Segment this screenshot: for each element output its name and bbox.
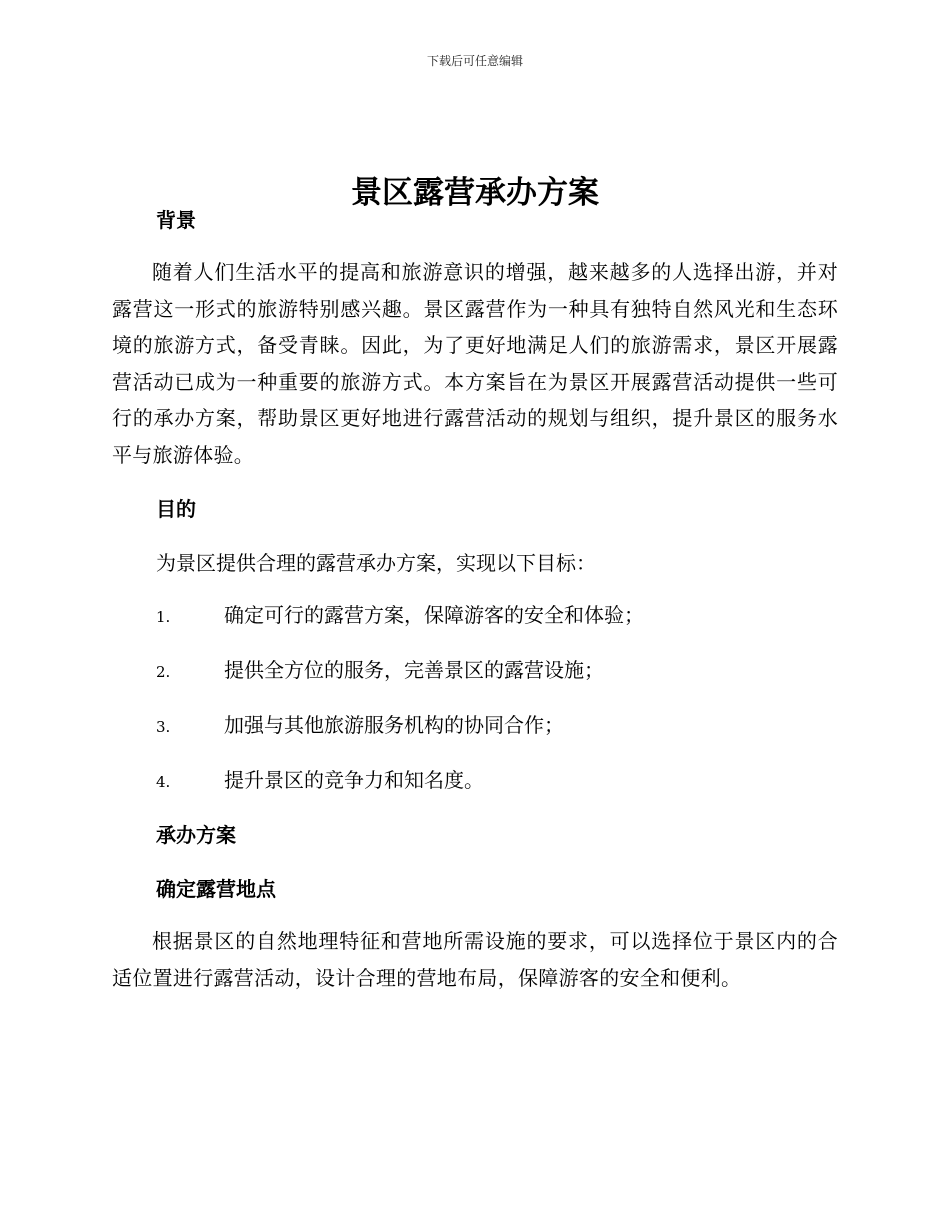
purpose-list	[112, 595, 838, 815]
list-item	[112, 705, 838, 760]
list-item	[112, 595, 838, 650]
list-item-number: 4.	[156, 773, 171, 791]
list-item-number: 2.	[156, 663, 171, 681]
purpose-intro: 为景区提供合理的露营承办方案，实现以下目标：	[156, 551, 596, 575]
plan-paragraph: 根据景区的自然地理特征和营地所需设施的要求，可以选择位于景区内的合适位置进行露营活动，设计合理的营地布局，保障游客的安全和便利。	[112, 929, 838, 990]
document-title: 景区露营承办方案	[351, 174, 599, 211]
list-item-text: 提供全方位的服务，完善景区的露营设施；	[224, 658, 604, 682]
section-heading-purpose: 目的	[156, 497, 196, 521]
list-item-text: 确定可行的露营方案，保障游客的安全和体验；	[224, 603, 644, 627]
list-item-text: 提升景区的竞争力和知名度。	[224, 768, 484, 792]
list-item-number: 3.	[156, 718, 171, 736]
header-note: 下载后可任意编辑	[426, 54, 523, 68]
document-body	[112, 200, 838, 996]
list-item-text: 加强与其他旅游服务机构的协同合作；	[224, 713, 564, 737]
list-item	[112, 760, 838, 815]
list-item-number: 1.	[156, 608, 171, 626]
section-heading-plan: 承办方案	[156, 823, 236, 847]
list-item	[112, 650, 838, 705]
section-heading-background: 背景	[156, 208, 196, 232]
background-paragraph: 随着人们生活水平的提高和旅游意识的增强，越来越多的人选择出游，并对露营这一形式的旅游特别感兴趣。景区露营作为一种具有独特自然风光和生态环境的旅游方式，备受青睐。因此，为了更好地满足人们的旅游需求，景区开展露营活动已成为一种重要的旅游方式。本方案旨在为景区开展露营活动提供一些可行的承办方案，帮助景区更好地进行露营活动的规划与组织，提升景区的服务水平与旅游体验。	[112, 260, 838, 467]
subsection-heading-location: 确定露营地点	[156, 877, 276, 901]
